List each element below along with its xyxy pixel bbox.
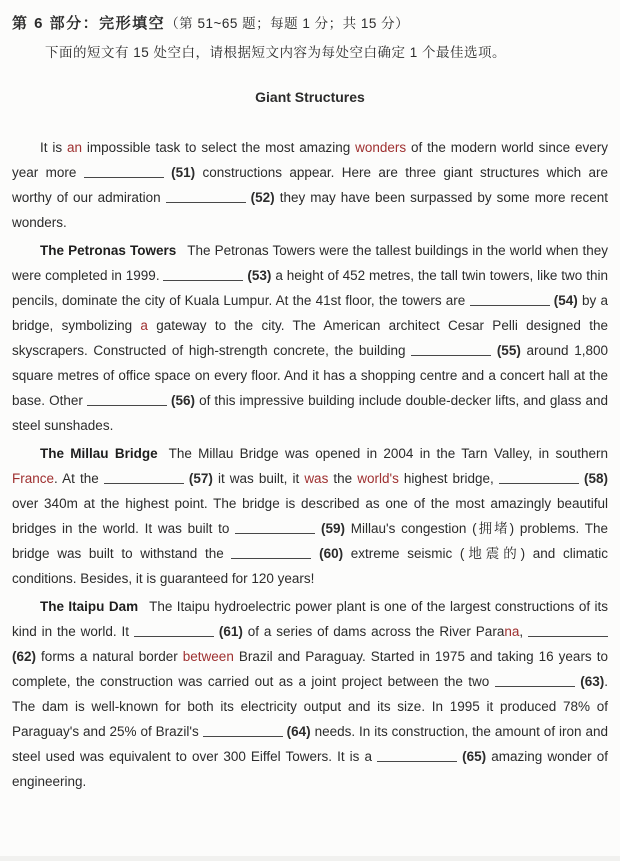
text-run: , <box>519 624 528 639</box>
page-edge-shadow <box>0 856 620 861</box>
blank-line <box>104 472 184 484</box>
text-run: around 1,800 square metres of office space on every floor. And it has a shopping centre and a concert hall at the base. Other <box>12 343 608 408</box>
blank-line <box>84 166 164 178</box>
blank-line <box>166 191 246 203</box>
blank-line <box>377 750 457 762</box>
text-run: of this impressive building include double-decker lifts, and glass and steel sunshades. <box>12 393 608 433</box>
red-text-run: a <box>140 318 148 333</box>
text-run: Millau's congestion (拥堵) problems. The bridge was built to withstand the <box>12 521 608 561</box>
text-run: the <box>328 471 358 486</box>
text-run: impossible task to select the most amazing <box>82 140 356 155</box>
section-title: 第 6 部分：完形填空 <box>12 15 166 32</box>
text-run: Brazil and Paraguay. Started in 1975 and taking 16 years to complete, the construction was carried out as a joint project between the two <box>12 649 608 689</box>
bold-run: The Millau Bridge <box>40 446 158 461</box>
blank-line <box>134 625 214 637</box>
blank-number: (54) <box>553 293 578 308</box>
blank-number: (58) <box>583 471 608 486</box>
blank-line <box>87 394 167 406</box>
text-run: constructions appear. Here are three giant structures which are worthy of our admiration <box>12 165 608 205</box>
bold-run: The Itaipu Dam <box>40 599 139 614</box>
blank-number: (63) <box>580 674 605 689</box>
red-text-run: France <box>12 471 55 486</box>
blank-number: (57) <box>188 471 213 486</box>
petronas-paragraph <box>12 238 608 438</box>
millau-paragraph <box>12 441 608 591</box>
blank-line <box>203 725 283 737</box>
blank-line <box>528 625 608 637</box>
text-run: of the modern world since every year more <box>12 140 608 180</box>
blank-line <box>231 547 311 559</box>
blank-line <box>495 675 575 687</box>
instruction-text: 下面的短文有 15 处空白，请根据短文内容为每处空白确定 1 个最佳选项。 <box>45 45 507 60</box>
text-run: they may have been surpassed by some more recent wonders. <box>12 190 608 230</box>
text-run: highest bridge, <box>398 471 499 486</box>
blank-line <box>470 294 550 306</box>
blank-line <box>499 472 579 484</box>
text-run: amazing wonder of engineering. <box>12 749 608 789</box>
intro-paragraph <box>12 135 608 235</box>
blank-number: (62) <box>12 649 37 664</box>
blank-number: (61) <box>218 624 243 639</box>
red-text-run: between <box>182 649 234 664</box>
text-run: The Millau Bridge was opened in 2004 in the Tarn Valley, in southern <box>168 446 608 461</box>
blank-number: (59) <box>320 521 345 536</box>
passage <box>12 135 608 794</box>
text-run: it was built, it <box>212 471 305 486</box>
red-text-run: an <box>67 140 83 155</box>
blank-line <box>163 269 243 281</box>
text-run: gateway to the city. The American architect Cesar Pelli designed the skyscrapers. Constructed of high-strength concrete, the building <box>12 318 608 358</box>
text-run: by a bridge, symbolizing <box>12 293 608 333</box>
bold-run: The Petronas Towers <box>40 243 177 258</box>
red-text-run: wonders <box>355 140 407 155</box>
text-run: needs. In its construction, the amount of iron and steel used was equivalent to over 300 Eiffel Towers. It is a <box>12 724 608 764</box>
blank-number: (55) <box>496 343 521 358</box>
red-text-run: world's <box>357 471 399 486</box>
blank-number: (52) <box>250 190 275 205</box>
blank-number: (51) <box>171 165 196 180</box>
text-run: over 340m at the highest point. The bridge is described as one of the most amazingly beautiful bridges in the world. It was built to <box>12 496 608 536</box>
text-run: . At the <box>54 471 104 486</box>
text-run: of a series of dams across the River Para <box>242 624 505 639</box>
blank-number: (60) <box>319 546 344 561</box>
section-header <box>0 0 620 34</box>
section-meta: （第 51~65 题；每题 1 分；共 15 分） <box>165 16 410 31</box>
itaipu-paragraph <box>12 594 608 794</box>
blank-number: (53) <box>247 268 272 283</box>
text-run: . The dam is well-known for both its electricity output and its size. In 1995 it produced 78% of Paraguay's and 25% of Brazil's <box>12 674 608 739</box>
text-run: a height of 452 metres, the tall twin towers, like two thin pencils, dominate the city of Kuala Lumpur. At the 41st floor, the towers are <box>12 268 608 308</box>
text-run: The Itaipu hydroelectric power plant is one of the largest constructions of its kind in the world. It <box>12 599 609 639</box>
passage-title: Giant Structures <box>255 89 365 105</box>
text-run: The Petronas Towers were the tallest buildings in the world when they were completed in 1999. <box>12 243 608 283</box>
blank-number: (64) <box>286 724 311 739</box>
text-run: extreme seismic (地震的) and climatic conditions. Besides, it is guaranteed for 120 years! <box>12 546 608 586</box>
text-run: forms a natural border <box>36 649 183 664</box>
red-text-run: was <box>304 471 329 486</box>
text-run: It is <box>40 140 67 155</box>
blank-line <box>411 344 491 356</box>
blank-number: (56) <box>171 393 196 408</box>
red-text-run: na <box>504 624 520 639</box>
blank-line <box>235 522 315 534</box>
blank-number: (65) <box>462 749 487 764</box>
